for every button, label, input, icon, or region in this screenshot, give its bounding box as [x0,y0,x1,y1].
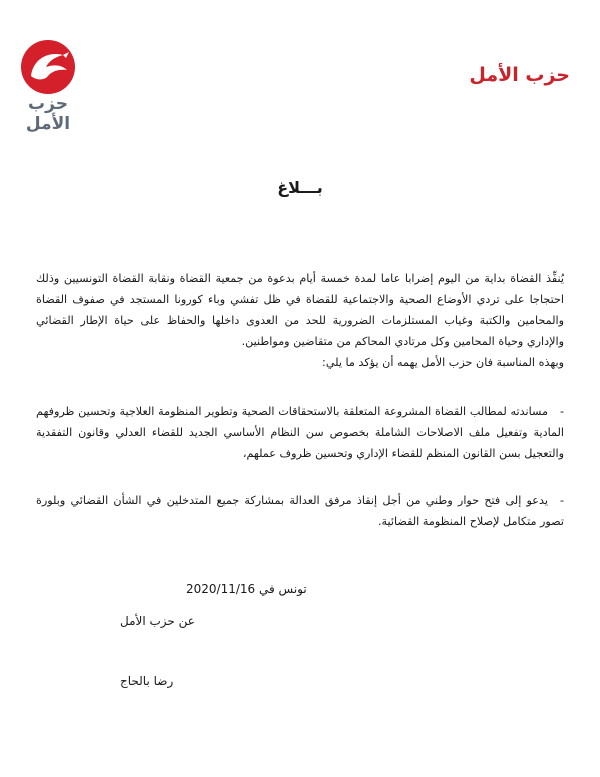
signer-name: رضا بالحاج [120,674,174,688]
party-logo [8,38,88,134]
intro-paragraph: يُنفِّذ القضاة بداية من اليوم إضرابا عاما لمدة خمسة أيام بدعوة من جمعية القضاة ونقابة القضاة التونسيين وذلك احتجاجا على تردي الأوضاع الصحية والاجتماعية للقضاة في ظل تفشي وباء كورونا المستجد في صفوف القضاة والمحامين والكتبة وغياب المستلزمات الضرورية للحد من العدوى داخلها والحفاظ على حياة الإطار القضائي والإداري وحياة المحامين وكل مرتادي المحاكم من متقاضين ومواطنين. [36,272,564,348]
document-title: بـــلاغ [277,178,323,197]
point-text: مساندته لمطالب القضاة المشروعة المتعلقة بالاستحقاقات الصحية وتطوير المنظومة العلاجية وتحسين ظروفهم المادية وتفعيل ملف الاصلاحات الشاملة بخصوص سن النظام الأساسي الجديد للقضاء العدلي وقانون التفقدية والتعجيل بسن القانون المنظم للقضاء الإداري وتحسين ظروف عملهم، [36,405,564,460]
bullet-dash: - [559,494,564,507]
logo-text: حزب الأمل [25,94,71,134]
eagle-logo-icon [19,38,77,96]
bullet-dash: - [559,405,564,418]
party-name: حزب الأمل [469,64,570,86]
point-item [36,401,564,464]
document-body [36,268,564,558]
point-item [36,490,564,532]
dateline: تونس في 2020/11/16 [186,582,307,596]
from-line: عن حزب الأمل [120,614,195,628]
point-text: يدعو إلى فتح حوار وطني من أجل إنقاذ مرفق العدالة بمشاركة جميع المتدخلين في الشأن القضائي وبلورة تصور متكامل لإصلاح المنظومة القضائية. [36,494,564,528]
lead-sentence: وبهذه المناسبة فان حزب الأمل يهمه أن يؤكد ما يلي: [322,356,564,369]
